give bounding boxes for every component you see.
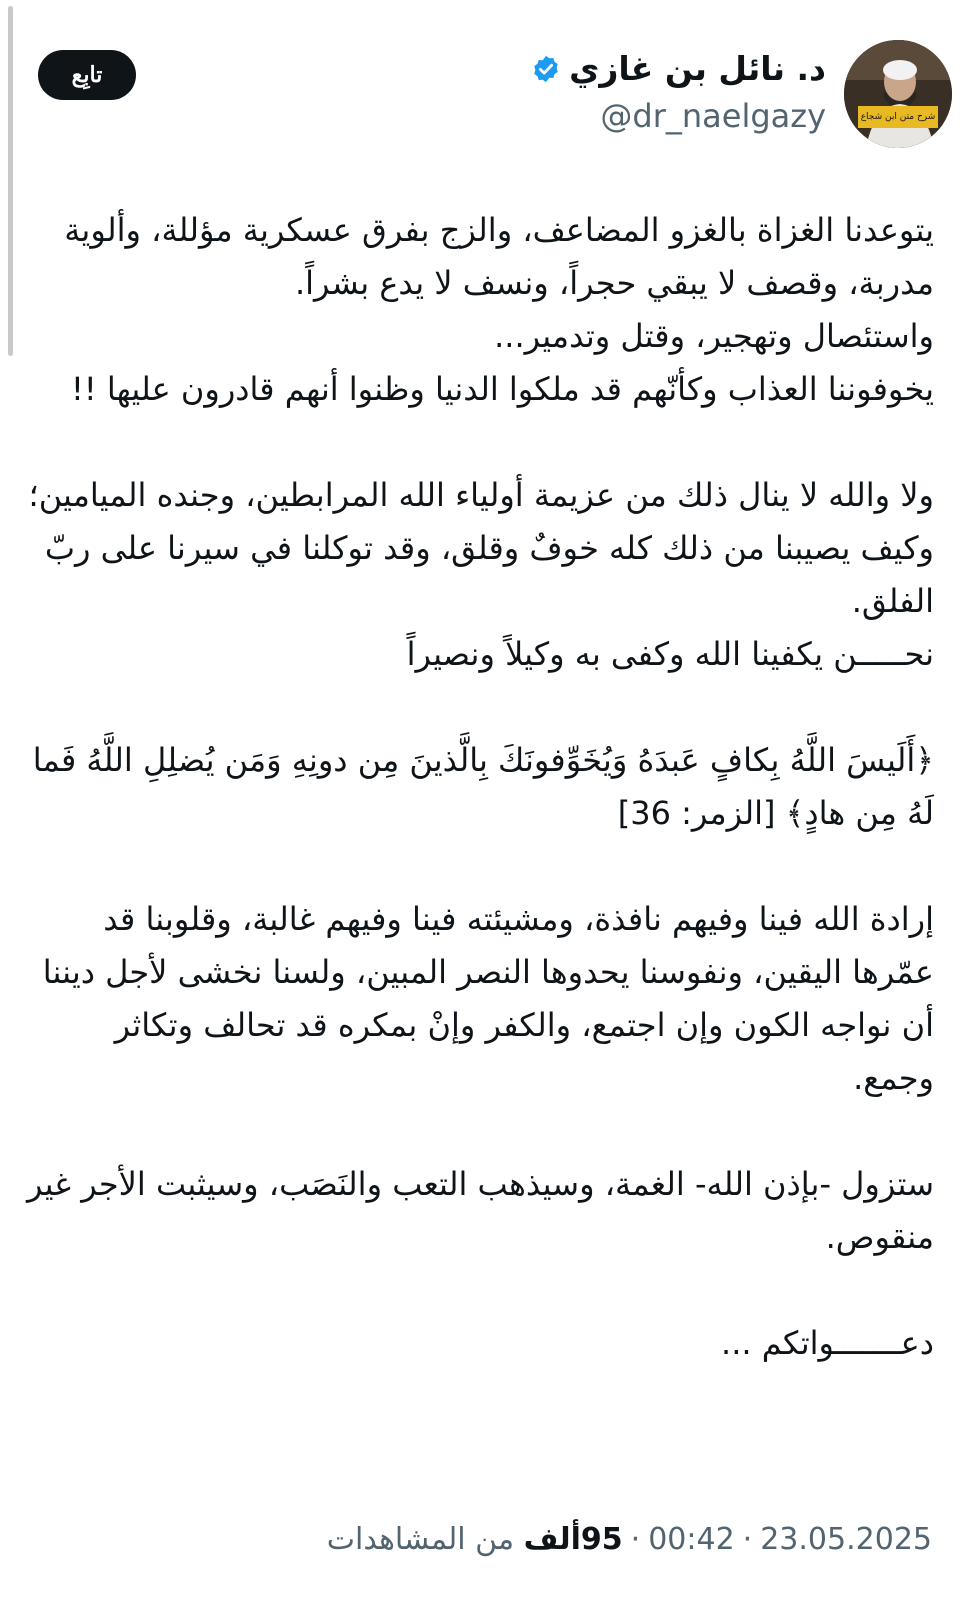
tweet-paragraph: ستزول -بإذن الله- الغمة، وسيذهب التعب والنَصَب، وسيثبت الأجر غير منقوص.: [26, 1165, 934, 1256]
tweet-paragraph: واستئصال وتهجير، وقتل وتدمير...: [494, 317, 934, 355]
tweet-date[interactable]: 23.05.2025: [760, 1522, 932, 1557]
tweet-paragraph: ولا والله لا ينال ذلك من عزيمة أولياء الله المرابطين، وجنده الميامين؛ وكيف يصيبنا من ذلك كله خوفٌ وقلق، وقد توكلنا في سيرنا على ربّ الفلق.: [28, 476, 934, 620]
tweet-meta: [327, 1522, 932, 1557]
views-label: من المشاهدات: [326, 1522, 515, 1557]
tweet-header: [34, 40, 952, 150]
meta-separator: ·: [630, 1522, 641, 1557]
avatar-image: [844, 40, 952, 148]
meta-separator: ·: [742, 1522, 753, 1557]
tweet-paragraph: يخوفوننا العذاب وكأنّهم قد ملكوا الدنيا وظنوا أنهم قادرون عليها !!: [71, 370, 934, 408]
page-scrollbar[interactable]: [8, 6, 13, 356]
tweet-paragraph: إرادة الله فينا وفيهم نافذة، ومشيئته فينا وفيهم غالبة، وقلوبنا قد عمّرها اليقين، ونفوسنا يحدوها النصر المبين، ولسنا نخشى لأجل ديننا أن نواجه الكون وإن اجتمع، والكفر وإنْ بمكره قد تحالف وتكاثر وجمع.: [42, 900, 934, 1097]
tweet-body: [24, 204, 934, 1370]
follow-button[interactable]: تابِع: [38, 50, 136, 100]
tweet-paragraph: يتوعدنا الغزاة بالغزو المضاعف، والزج بفرق عسكرية مؤللة، وألوية مدربة، وقصف لا يبقي حجراً، ونسف لا يدع بشراً.: [64, 211, 934, 302]
author-info: [531, 48, 826, 136]
author-name-row: [531, 48, 826, 90]
author-avatar[interactable]: [844, 40, 952, 148]
tweet-time[interactable]: 00:42: [648, 1522, 735, 1557]
tweet-quran-verse: ﴿أَلَيسَ اللَّهُ بِكافٍ عَبدَهُ وَيُخَوِّفونَكَ بِالَّذينَ مِن دونِهِ وَمَن يُضلِلِ اللَّهُ فَما لَهُ مِن هادٍ﴾ [الزمر: 36]: [32, 741, 934, 832]
views-count[interactable]: 95: [580, 1522, 623, 1557]
verified-badge-icon: [531, 54, 561, 84]
avatar-caption: شرح متن ابن شجاع: [860, 112, 936, 122]
tweet-paragraph: نحـــــن يكفينا الله وكفى به وكيلاً ونصيراً: [406, 635, 934, 673]
views-unit: ألف: [523, 1522, 581, 1557]
author-handle[interactable]: @dr_naelgazy: [600, 97, 826, 135]
author-display-name[interactable]: د. نائل بن غازي: [569, 49, 826, 88]
tweet-paragraph: دعـــــــواتكم ...: [721, 1324, 934, 1362]
